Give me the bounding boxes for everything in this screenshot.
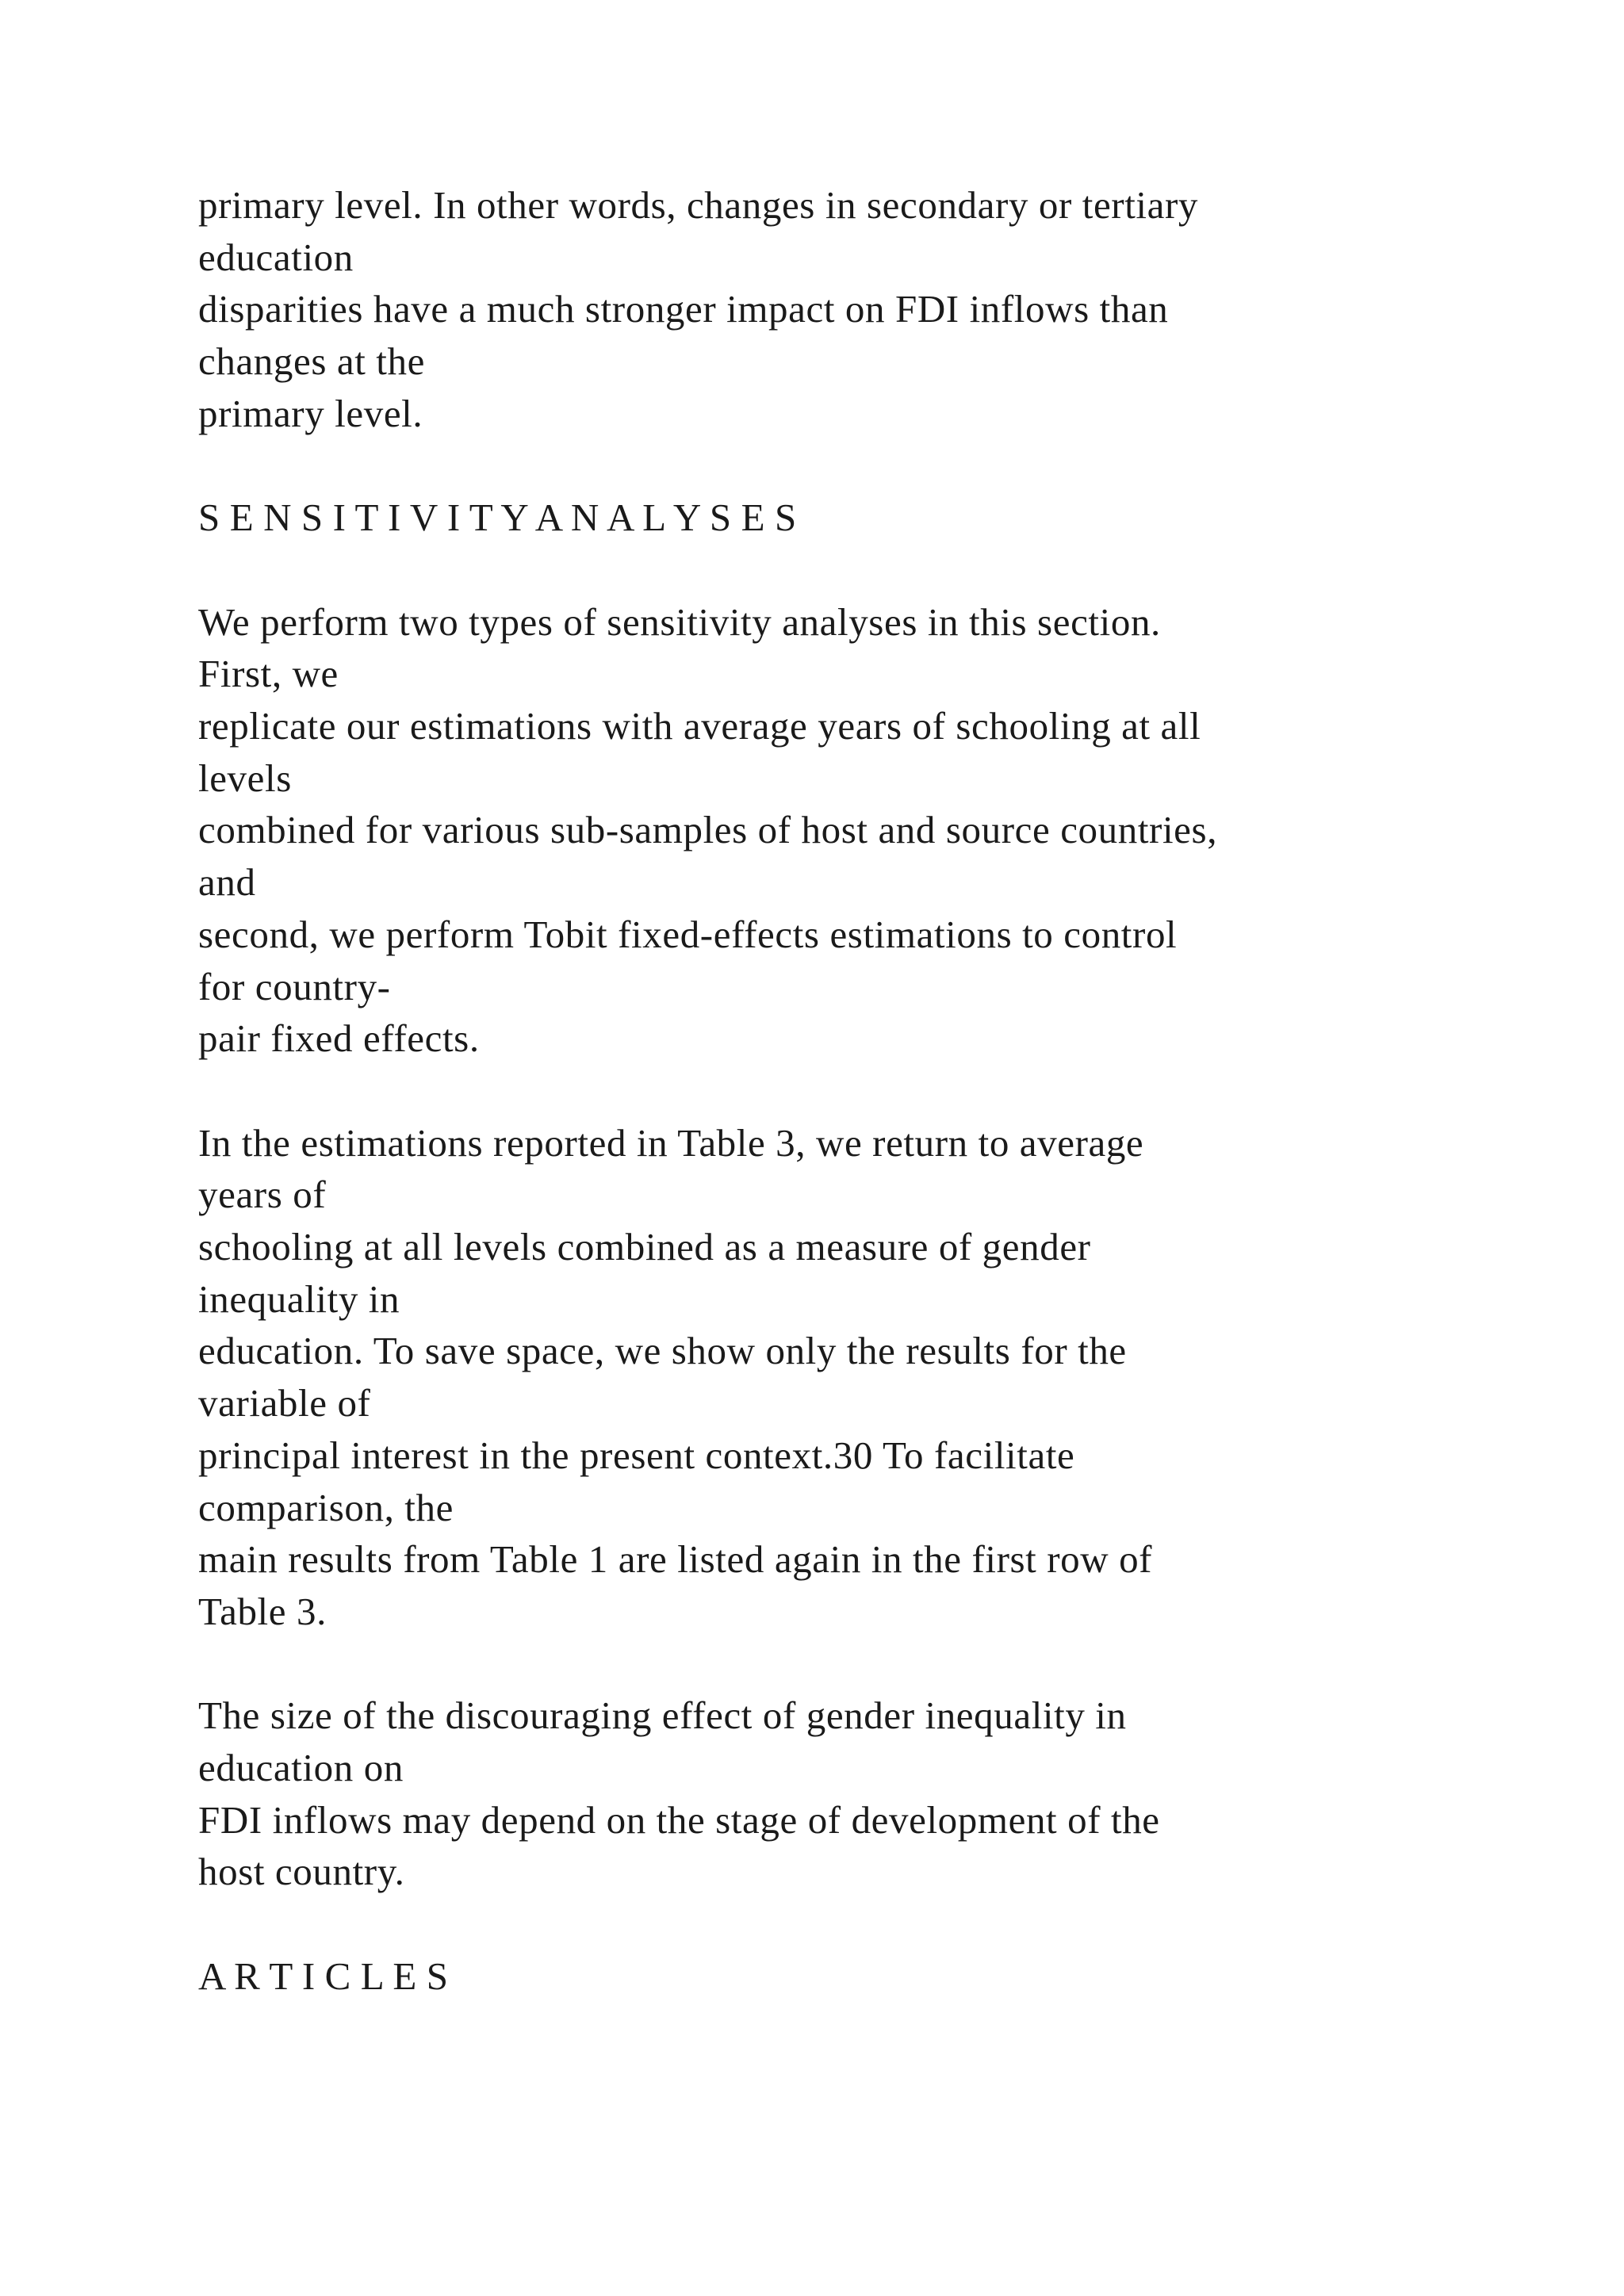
text-line: education [198, 235, 354, 279]
text-line: and [198, 860, 256, 905]
text-line: levels [198, 756, 292, 800]
text-line: education. To save space, we show only the results for the [198, 1329, 1127, 1373]
text-line: primary level. [198, 391, 423, 435]
text-line: principal interest in the present context.30 To facilitate [198, 1433, 1075, 1477]
text-line: disparities have a much stronger impact on FDI inflows than [198, 287, 1169, 331]
paragraph-discouraging-effect [198, 1689, 1594, 1898]
paragraph-gap [198, 1065, 1594, 1117]
heading-sensitivity-analyses [198, 492, 1594, 544]
text-line: Table 3. [198, 1589, 327, 1633]
paragraph-gap [198, 1898, 1594, 1950]
text-line: comparison, the [198, 1485, 454, 1529]
text-line: variable of [198, 1381, 371, 1425]
section-heading: S E N S I T I V I T Y A N A L Y S E S [198, 496, 797, 540]
text-line: changes at the [198, 339, 425, 384]
text-line: combined for various sub-samples of host and source countries, [198, 808, 1218, 852]
text-line: main results from Table 1 are listed again in the first row of [198, 1537, 1153, 1582]
text-line: for country- [198, 964, 391, 1008]
text-line: pair fixed effects. [198, 1016, 480, 1061]
text-line: primary level. In other words, changes in secondary or tertiary [198, 183, 1199, 227]
paragraph-primary-level [198, 179, 1594, 440]
paragraph-gap [198, 440, 1594, 492]
text-line: host country. [198, 1850, 405, 1894]
text-line: inequality in [198, 1276, 400, 1321]
text-line: schooling at all levels combined as a measure of gender [198, 1225, 1091, 1269]
text-line: First, we [198, 652, 339, 696]
text-line: second, we perform Tobit fixed-effects estimations to control [198, 912, 1178, 956]
paragraph-gap [198, 544, 1594, 596]
text-line: replicate our estimations with average years of schooling at all [198, 704, 1201, 748]
section-heading: A R T I C L E S [198, 1954, 449, 1998]
paragraph-sensitivity-types [198, 596, 1594, 1065]
text-line: FDI inflows may depend on the stage of development of the [198, 1797, 1160, 1842]
text-line: In the estimations reported in Table 3, we return to average [198, 1120, 1144, 1165]
paragraph-table-3 [198, 1117, 1594, 1638]
heading-articles [198, 1950, 1594, 2003]
document-body [198, 179, 1594, 2003]
text-line: We perform two types of sensitivity analyses in this section. [198, 599, 1161, 644]
text-line: years of [198, 1173, 327, 1217]
paragraph-gap [198, 1638, 1594, 1690]
text-line: The size of the discouraging effect of gender inequality in [198, 1693, 1127, 1738]
text-line: education on [198, 1746, 404, 1790]
